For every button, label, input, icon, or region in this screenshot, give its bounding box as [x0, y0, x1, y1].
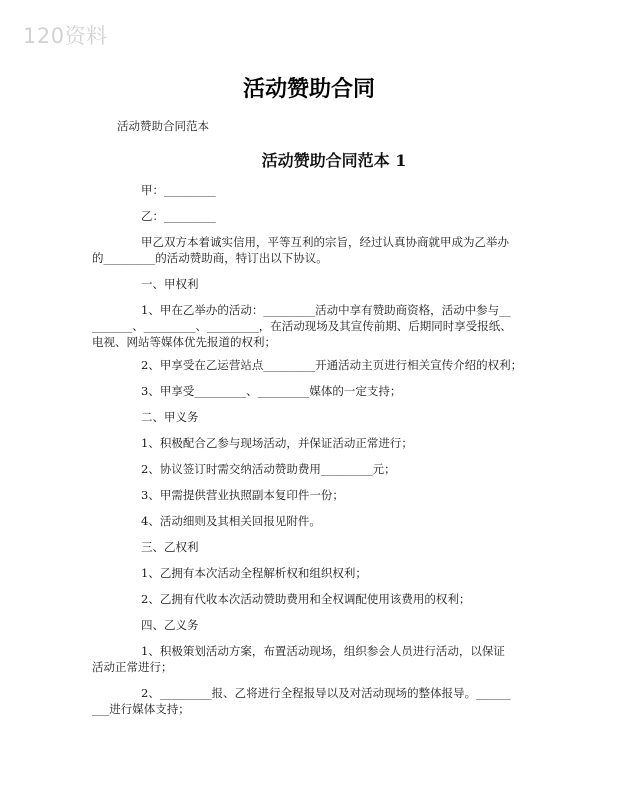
document-title: 活动赞助合同	[242, 76, 375, 102]
clause-line: ___进行媒体支持；	[92, 702, 190, 716]
contract-template-title: 活动赞助合同范本 1	[261, 151, 407, 170]
section-heading: 四、乙义务	[141, 618, 199, 632]
clause-line: _______、_________、_________，在活动现场及其宣传前期、后期同时享受报纸、	[92, 319, 512, 333]
party-b-line: 乙：_________	[141, 209, 216, 223]
clause-line: 2、协议签订时需交纳活动赞助费用_________元；	[141, 462, 396, 476]
section-heading: 一、甲权利	[141, 277, 199, 291]
section-heading: 二、甲义务	[141, 410, 199, 424]
preamble-line-1: 甲乙双方本着诚实信用，平等互利的宗旨，经过认真协商就甲成为乙举办	[141, 235, 509, 249]
clause-line: 3、甲需提供营业执照副本复印件一份；	[141, 488, 344, 502]
clause-line: 1、甲在乙举办的活动：_________活动中享有赞助商资格，活动中参与__	[141, 303, 511, 317]
clause-line: 电视、网站等媒体优先报道的权利；	[92, 335, 276, 349]
clause-line: 4、活动细则及其相关回报见附件。	[141, 514, 321, 528]
section-heading: 三、乙权利	[141, 540, 199, 554]
preamble-line-2: 的_________的活动赞助商，特订出以下协议。	[92, 251, 328, 265]
clause-line: 1、积极策划活动方案，布置活动现场，组织参会人员进行活动，以保证	[141, 644, 505, 658]
watermark: 120资料	[23, 24, 108, 48]
clause-line: 3、甲享受_________、_________媒体的一定支持；	[141, 384, 402, 398]
document-subtitle: 活动赞助合同范本	[117, 119, 209, 133]
clause-line: 2、乙拥有代收本次活动赞助费用和全权调配使用该费用的权利；	[141, 592, 471, 606]
party-a-line: 甲：_________	[141, 183, 216, 197]
clause-line: 2、_________报、乙将进行全程报导以及对活动现场的整体报导。______	[141, 686, 511, 700]
clause-line: 活动正常进行；	[92, 660, 173, 674]
clause-line: 1、乙拥有本次活动全程解析权和组织权利；	[141, 566, 367, 580]
clause-line: 2、甲享受在乙运营站点_________开通活动主页进行相关宣传介绍的权利；	[141, 358, 523, 372]
clause-line: 1、积极配合乙参与现场活动，并保证活动正常进行；	[141, 436, 413, 450]
